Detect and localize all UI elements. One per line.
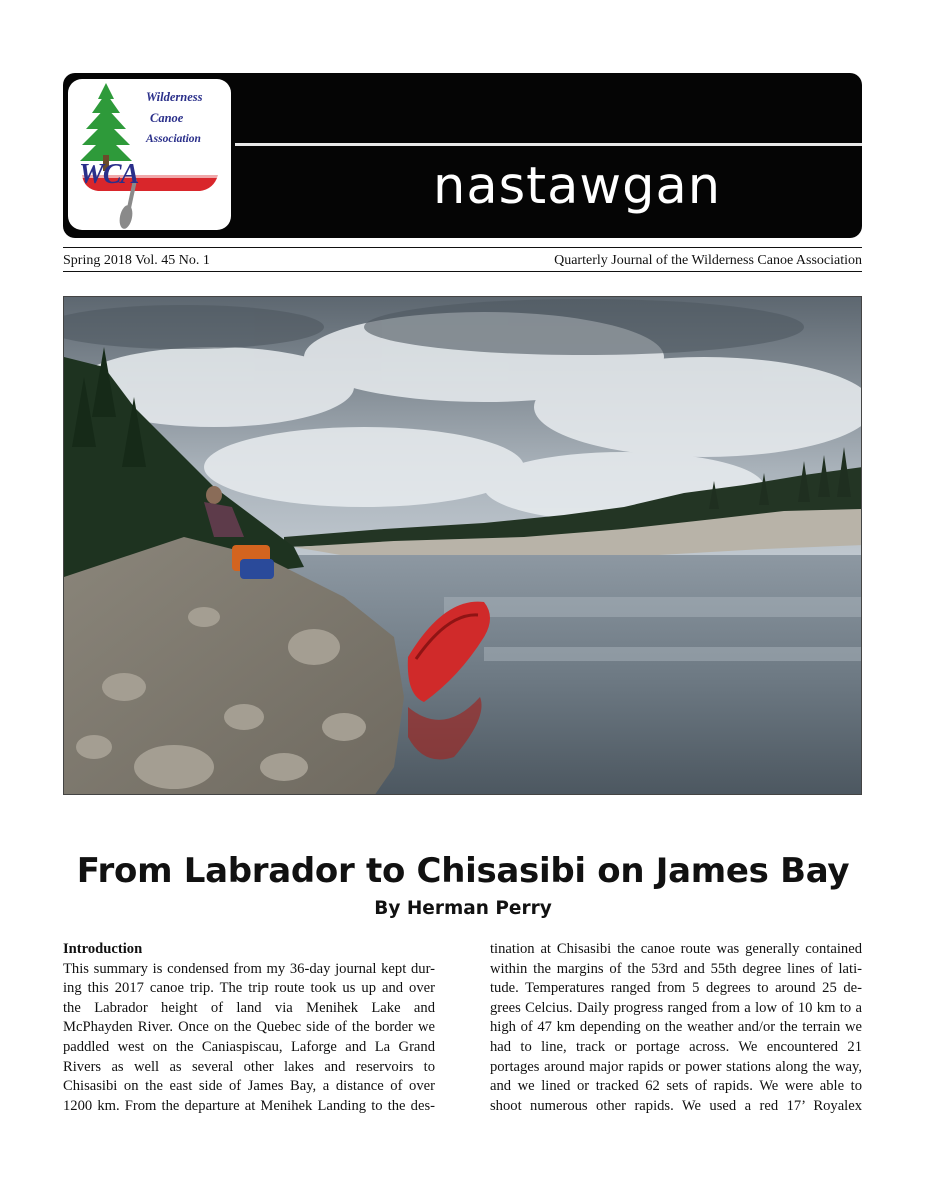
body-line: tude. Temperatures ranged from 5 degrees to around 25 de-	[490, 980, 862, 997]
article-column-left	[63, 940, 435, 1116]
body-line: Rivers as well as several other lakes and reservoirs to	[63, 1058, 435, 1075]
cover-photo	[63, 296, 862, 795]
body-line: ing this 2017 canoe trip. The trip route took us up and over	[63, 980, 435, 997]
issue-info: Spring 2018 Vol. 45 No. 1	[63, 253, 210, 268]
body-line: had to line, track or portage across. We encountered 21	[490, 1038, 862, 1055]
body-line: grees Celcius. Daily progress ranged from a low of 10 km to a	[490, 999, 862, 1016]
logo-line-3: Association	[146, 133, 201, 145]
article-column-right	[490, 940, 862, 1116]
body-line: portages around major rapids or power stations along the way,	[490, 1058, 862, 1075]
body-line: within the margins of the 53rd and 55th degree lines of lati-	[490, 960, 862, 977]
body-line: the Labrador height of land via Menihek Lake and	[63, 999, 435, 1016]
body-line: tination at Chisasibi the canoe route was generally contained	[490, 941, 862, 957]
article-title: From Labrador to Chisasibi on James Bay	[76, 851, 850, 891]
body-line: 1200 km. From the departure at Menihek Landing to the des-	[63, 1097, 435, 1114]
journal-subtitle: Quarterly Journal of the Wilderness Canoe Association	[554, 253, 862, 268]
body-line: and we lined or tracked 62 sets of rapids. We were able to	[490, 1078, 862, 1095]
body-line: McPhayden River. Once on the Quebec side of the border we	[63, 1019, 435, 1036]
landscape-photo-icon	[64, 297, 862, 795]
logo-line-1: Wilderness	[146, 90, 203, 104]
masthead-rule	[235, 143, 862, 146]
body-line: high of 47 km depending on the weather and/or the terrain we	[490, 1019, 862, 1036]
journal-title: nastawgan	[433, 157, 722, 216]
article-byline: By Herman Perry	[374, 898, 552, 919]
section-heading: Introduction	[63, 941, 143, 957]
body-line: shoot numerous other rapids. We used a red 17’ Royalex	[490, 1097, 862, 1114]
body-line: This summary is condensed from my 36-day journal kept dur-	[63, 960, 435, 977]
logo-line-2: Canoe	[150, 111, 184, 125]
issue-bar	[63, 247, 862, 272]
masthead	[63, 73, 862, 238]
body-line: Chisasibi on the east side of James Bay, a distance of over	[63, 1078, 435, 1095]
logo-text	[146, 87, 230, 150]
wca-logo	[68, 79, 231, 230]
body-line: paddled west on the Caniaspiscau, Laforge and La Grand	[63, 1038, 435, 1055]
logo-abbreviation: WCA	[79, 159, 139, 190]
